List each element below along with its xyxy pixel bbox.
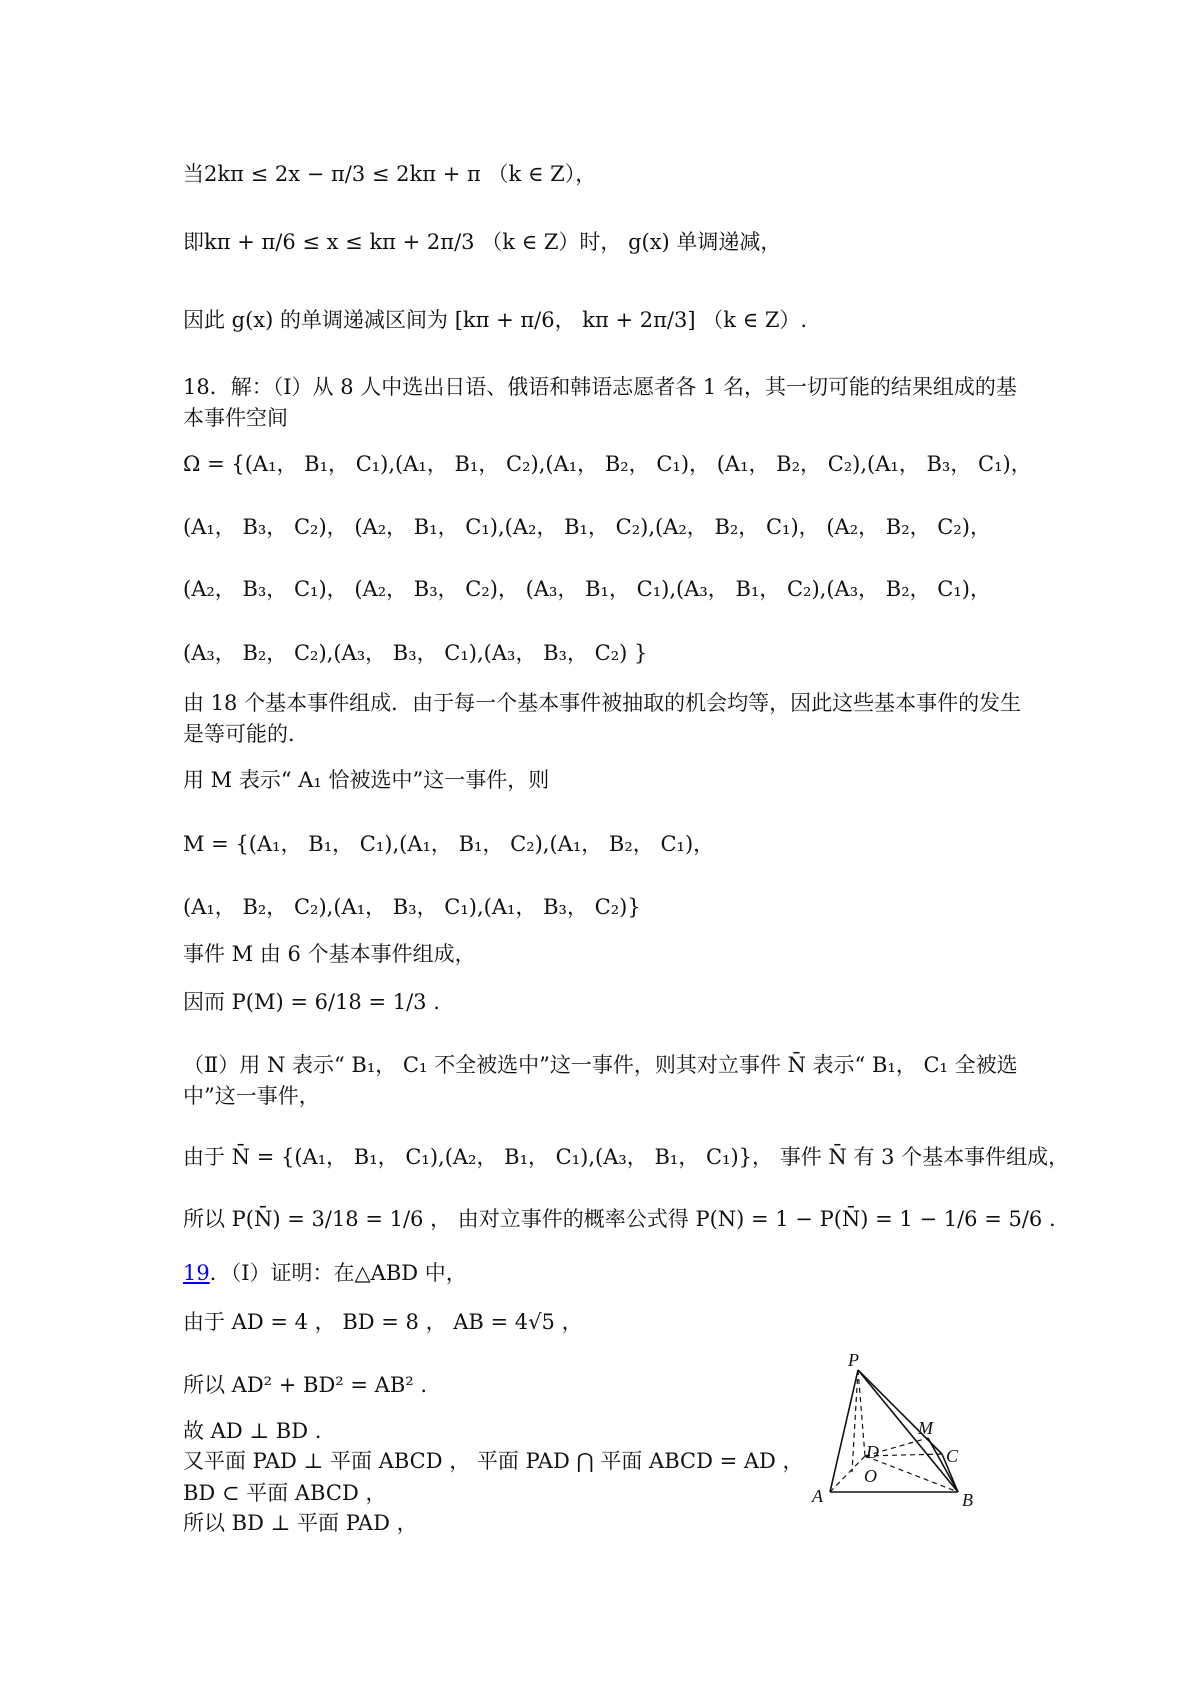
text-line: 所以 BD ⊥ 平面 PAD ， — [183, 1511, 418, 1535]
text-line: (A₃， B₂， C₂),(A₃， B₃， C₁),(A₃， B₃， C₂) } — [183, 641, 648, 665]
text-line: 由于 AD = 4 ， BD = 8 ， AB = 4√5 ， — [183, 1310, 583, 1334]
text-line: 用 M 表示“ A₁ 恰被选中”这一事件，则 — [183, 768, 550, 792]
text-line: 所以 P(N̄) = 3/18 = 1/6 ， 由对立事件的概率公式得 P(N) = 1 − P(N̄) = 1 − 1/6 = 5/6 . — [183, 1207, 1056, 1231]
label-p: P — [848, 1350, 859, 1370]
label-m: M — [918, 1418, 933, 1438]
label-o: O — [864, 1466, 877, 1486]
text-line: 由于 N̄ = {(A₁， B₁， C₁),(A₂， B₁， C₁),(A₃， B₁， C₁)}， 事件 N̄ 有 3 个基本事件组成， — [183, 1145, 1070, 1169]
text-line: 事件 M 由 6 个基本事件组成， — [183, 942, 476, 966]
text-line: (A₁， B₂， C₂),(A₁， B₃， C₁),(A₁， B₃， C₂)} — [183, 895, 641, 919]
label-a: A — [812, 1486, 823, 1506]
text-line: 所以 AD² + BD² = AB² . — [183, 1373, 428, 1397]
label-c: C — [946, 1446, 959, 1466]
text-line: 即kπ + π/6 ≤ x ≤ kπ + 2π/3 （k ∈ Z）时， g(x) 单调递减， — [183, 230, 782, 254]
label-b: B — [962, 1490, 973, 1510]
edge-ad — [830, 1456, 865, 1492]
text-line — [183, 1263, 467, 1284]
text-line: (A₁， B₃， C₂)， (A₂， B₁， C₁),(A₂， B₁， C₂),(A₂， B₂， C₁)， (A₂， B₂， C₂)， — [183, 515, 991, 539]
text-line: 因此 g(x) 的单调递减区间为 [kπ + π/6， kπ + 2π/3] （k ∈ Z）. — [183, 308, 808, 332]
edge-pa — [830, 1370, 858, 1492]
pyramid-figure — [800, 1350, 990, 1510]
text-line: 因而 P(M) = 6/18 = 1/3 . — [183, 990, 440, 1014]
text-line: 当2kπ ≤ 2x − π/3 ≤ 2kπ + π （k ∈ Z）， — [183, 162, 597, 186]
text-paragraph: 18．解：（Ⅰ）从 8 人中选出日语、俄语和韩语志愿者各 1 名，其一切可能的结果组成的基本事件空间 — [183, 375, 1017, 430]
text-line: 又平面 PAD ⊥ 平面 ABCD ， 平面 PAD ⋂ 平面 ABCD = AD ， — [183, 1449, 804, 1473]
text-line: Ω = {(A₁， B₁， C₁),(A₁， B₁， C₂),(A₁， B₂， C₁)， (A₁， B₂， C₂),(A₁， B₃， C₁)， — [183, 452, 1032, 476]
text-line: (A₂， B₃， C₁)， (A₂， B₃， C₂)， (A₃， B₁， C₁),(A₃， B₁， C₂),(A₃， B₂， C₁)， — [183, 577, 991, 601]
text-paragraph: 由 18 个基本事件组成．由于每一个基本事件被抽取的机会均等，因此这些基本事件的发生是等可能的． — [183, 691, 1022, 746]
text-line: 故 AD ⊥ BD . — [183, 1419, 322, 1443]
label-d: D — [866, 1442, 879, 1462]
text-line: BD ⊂ 平面 ABCD ， — [183, 1481, 387, 1505]
problem-19-link[interactable]: 19 — [183, 1261, 210, 1285]
text-span: ．（Ⅰ）证明：在△ABD 中， — [209, 1261, 467, 1285]
text-line: M = {(A₁， B₁， C₁),(A₁， B₁， C₂),(A₁， B₂， C₁)， — [183, 832, 715, 856]
text-paragraph: （Ⅱ）用 N 表示“ B₁， C₁ 不全被选中”这一事件，则其对立事件 N̄ 表示“ B₁， C₁ 全被选中”这一事件， — [183, 1053, 1018, 1108]
edge-pd — [858, 1370, 865, 1456]
